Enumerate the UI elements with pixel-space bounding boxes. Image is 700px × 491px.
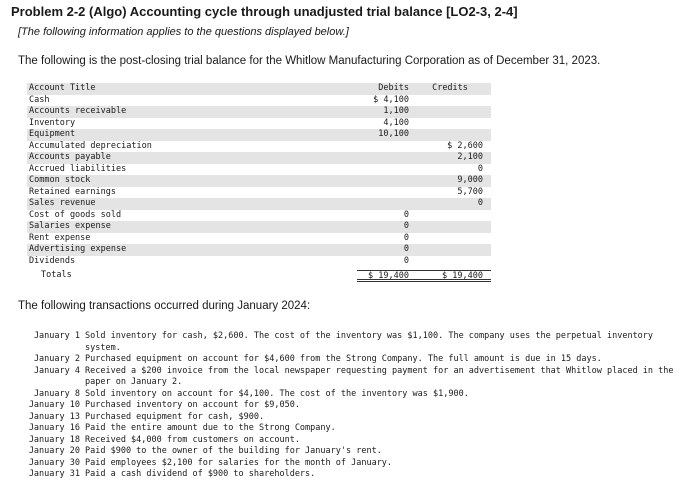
table-row — [27, 187, 491, 199]
transaction-date: January 18 — [28, 434, 80, 445]
account-cell: Retained earnings — [29, 186, 116, 197]
transaction-date: January 2 — [33, 354, 80, 364]
debits-header: Debits — [378, 83, 409, 93]
transactions-list — [20, 331, 692, 481]
transaction-date: January 30 — [28, 457, 80, 468]
account-cell: Cash — [29, 94, 50, 105]
transaction-date: January 16 — [28, 423, 80, 433]
debit-cell: 0 — [403, 232, 409, 243]
table-row — [27, 152, 491, 164]
trial-balance-intro: The following is the post-closing trial balance for the Whitlow Manufacturing Corporation as of December 31, 2023. — [18, 55, 601, 67]
table-row — [27, 210, 491, 222]
table-row — [27, 106, 491, 118]
list-item — [20, 331, 692, 354]
table-row — [27, 256, 491, 268]
credit-cell: 2,100 — [457, 152, 483, 162]
table-row — [27, 221, 491, 233]
debit-cell — [357, 187, 409, 199]
list-item — [20, 366, 692, 389]
debit-cell: 0 — [403, 255, 409, 266]
transaction-date: January 8 — [33, 388, 80, 399]
list-item — [20, 469, 692, 481]
credit-cell: 0 — [477, 163, 483, 174]
debit-cell: 4,100 — [383, 117, 409, 128]
transaction-description: Purchased equipment on account for $4,600 from the Strong Company. The full amount is due in 15 days. — [85, 354, 602, 364]
transaction-date: January 4 — [33, 365, 80, 376]
debit-cell: 1,100 — [383, 106, 409, 116]
transaction-date: January 1 — [33, 331, 80, 341]
table-row — [27, 141, 491, 153]
list-item — [20, 423, 692, 435]
table-header-row — [27, 83, 491, 95]
transaction-date: January 20 — [28, 446, 80, 456]
account-cell: Sales revenue — [29, 198, 96, 208]
account-cell: Inventory — [29, 117, 76, 128]
credit-cell: 0 — [477, 198, 483, 208]
debit-cell — [357, 175, 409, 187]
totals-row — [27, 270, 491, 282]
table-row — [27, 233, 491, 245]
transaction-description: Sold inventory for cash, $2,600. The cost of the inventory was $1,100. The company uses the perpetual inventory system. — [85, 331, 654, 353]
trial-balance-body — [27, 95, 491, 268]
table-row — [27, 164, 491, 176]
table-row — [27, 95, 491, 107]
trial-balance-table — [27, 83, 491, 282]
account-cell: Equipment — [29, 129, 76, 139]
debit-cell — [357, 164, 409, 176]
debit-cell — [357, 152, 409, 164]
list-item — [20, 412, 692, 424]
account-cell: Cost of goods sold — [29, 209, 122, 220]
table-row — [27, 129, 491, 141]
transactions-intro: The following transactions occurred during January 2024: — [18, 300, 311, 312]
account-cell: Accounts payable — [29, 152, 111, 162]
account-cell: Accrued liabilities — [29, 163, 127, 174]
credit-cell — [409, 118, 491, 130]
list-item — [20, 400, 692, 412]
debit-cell — [357, 141, 409, 153]
transaction-description: Paid employees $2,100 for salaries for the month of January. — [85, 457, 393, 468]
credit-cell — [409, 256, 491, 268]
list-item — [20, 389, 692, 401]
credit-cell — [409, 244, 491, 256]
debit-cell: 0 — [403, 244, 409, 254]
credit-cell: $ 2,600 — [447, 140, 483, 151]
debit-cell: $ 4,100 — [373, 94, 409, 105]
debit-cell — [357, 198, 409, 210]
transaction-description: Paid a cash dividend of $900 to shareholders. — [85, 469, 316, 479]
debit-cell: 0 — [403, 221, 409, 231]
account-cell: Salaries expense — [29, 221, 111, 231]
table-row — [27, 118, 491, 130]
transaction-description: Sold inventory on account for $4,100. The cost of the inventory was $1,900. — [85, 388, 469, 399]
totals-debit: $ 19,400 — [357, 270, 409, 282]
account-cell: Rent expense — [29, 232, 91, 243]
account-cell: Dividends — [29, 255, 76, 266]
totals-label: Totals — [41, 270, 72, 280]
list-item — [20, 354, 692, 366]
table-row — [27, 244, 491, 256]
credit-cell: 9,000 — [457, 175, 483, 185]
transaction-description: Received $4,000 from customers on account. — [85, 434, 300, 445]
credits-header: Credits — [432, 83, 468, 93]
transaction-description: Purchased equipment for cash, $900. — [85, 411, 265, 422]
transaction-date: January 10 — [28, 400, 80, 410]
account-cell: Accumulated depreciation — [29, 140, 152, 151]
transaction-description: Received a $200 invoice from the local newspaper requesting payment for an advertisement that Whitlow placed in the paper on January 2. — [85, 365, 674, 387]
account-cell: Advertising expense — [29, 244, 127, 254]
credit-cell — [409, 129, 491, 141]
credit-cell — [409, 221, 491, 233]
credit-cell — [409, 233, 491, 245]
account-cell: Accounts receivable — [29, 106, 127, 116]
transaction-description: Paid the entire amount due to the Strong Company. — [85, 423, 336, 433]
credit-cell — [409, 210, 491, 222]
debit-cell: 10,100 — [378, 129, 409, 139]
transaction-date: January 31 — [28, 469, 80, 479]
credit-cell — [409, 106, 491, 118]
table-row — [27, 175, 491, 187]
transaction-date: January 13 — [28, 411, 80, 422]
credit-cell: 5,700 — [457, 186, 483, 197]
debit-cell: 0 — [403, 209, 409, 220]
list-item — [20, 458, 692, 470]
table-row — [27, 198, 491, 210]
account-cell: Common stock — [29, 175, 91, 185]
list-item — [20, 435, 692, 447]
transaction-description: Purchased inventory on account for $9,050. — [85, 400, 300, 410]
totals-credit: $ 19,400 — [409, 270, 491, 282]
problem-title: Problem 2-2 (Algo) Accounting cycle through unadjusted trial balance [LO2-3, 2-4] — [11, 4, 518, 19]
instruction-note: [The following information applies to the questions displayed below.] — [18, 26, 349, 38]
account-title-header: Account Title — [29, 83, 96, 93]
transaction-description: Paid $900 to the owner of the building for January's rent. — [85, 446, 382, 456]
list-item — [20, 446, 692, 458]
credit-cell — [409, 95, 491, 107]
